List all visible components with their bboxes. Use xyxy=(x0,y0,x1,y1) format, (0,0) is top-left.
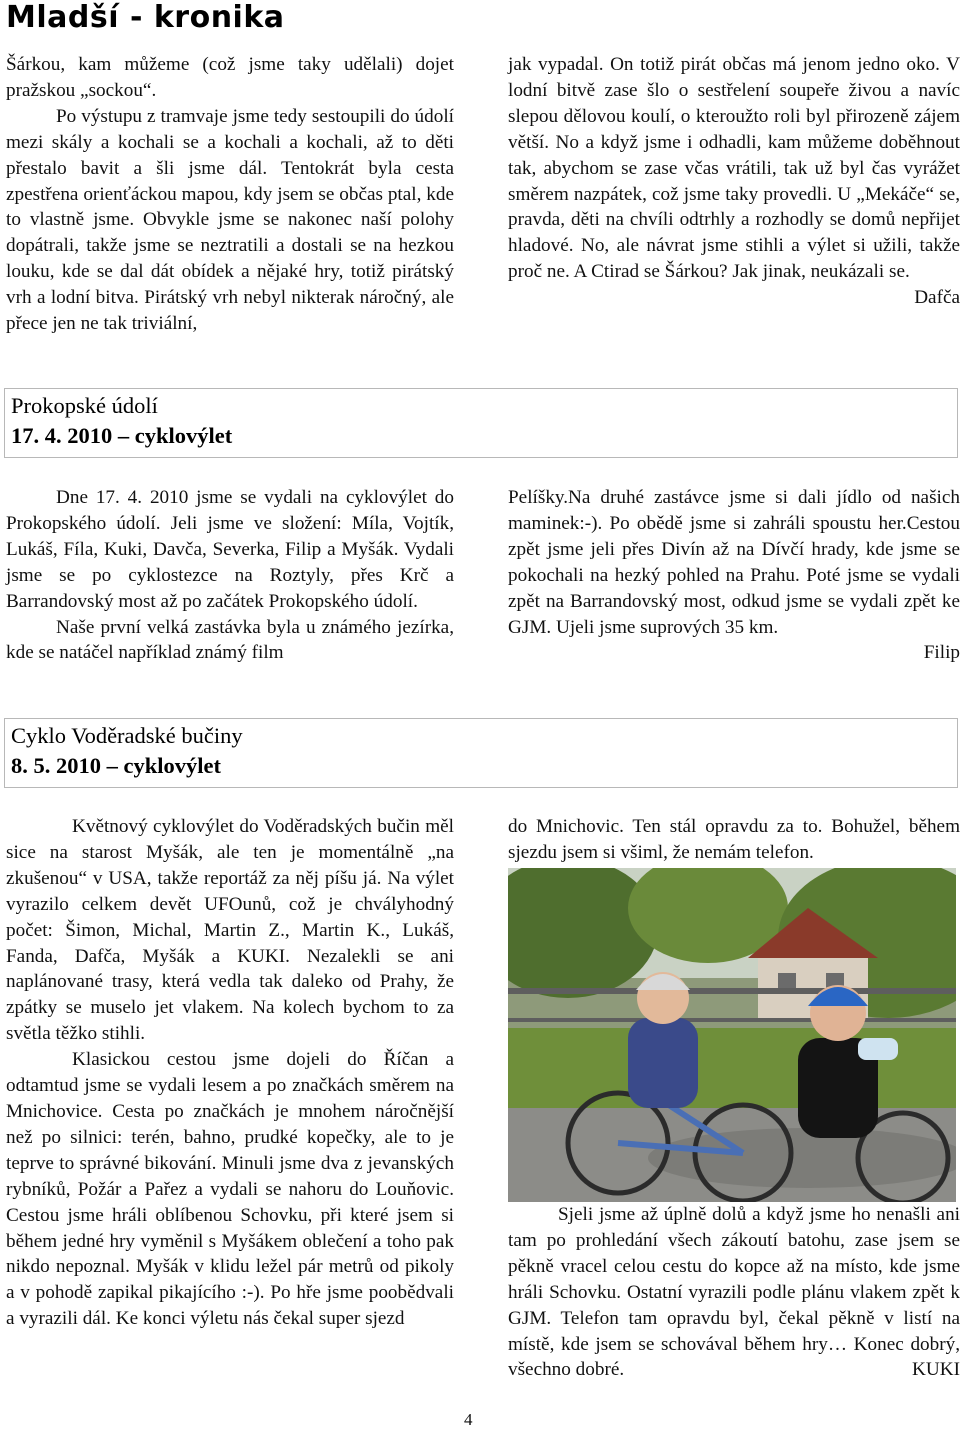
article2-paragraph-3: Pelíšky.Na druhé zastávce jsme si dali jídlo od našich maminek:-). Po obědě jsme si zahráli spoustu her.Cestou zpět jsme jeli přes Divín až na Dívčí hrady, kde jsme se pokochali na hezký pohled na Prahu. Poté jsme se vydali zpět na Barrandovský most, odkud jsme se vydali zpět ke GJM. Ujeli jsme suprových 35 km. xyxy=(508,487,960,638)
article3-paragraph-4 xyxy=(508,1202,960,1383)
article1-signature: Dafča xyxy=(914,287,960,309)
page-title: Mladší - kronika xyxy=(6,0,285,35)
article2-heading-box xyxy=(4,388,958,458)
article3-subtitle: 8. 5. 2010 – cyklovýlet xyxy=(11,753,221,778)
article3-paragraph-4-text: Sjeli jsme až úplně dolů a když jsme ho nenašli ani tam po prohledání všech zákoutí batohu, zase jsem se pěkně vracel celou cestu do kopce až na místo, kde jsme hráli Schovku. Ostatní vyrazili podle plánu vlakem zpět k GJM. Telefon tam opravdu byl, čekal pěkně v listí na místě, kde jsem se schovával během hry… Konec dobrý, všechno dobré. xyxy=(508,1204,960,1381)
article2-signature: Filip xyxy=(923,642,960,664)
article3-signature: KUKI xyxy=(912,1359,960,1381)
cyclists-photo xyxy=(508,868,956,1202)
article2-subtitle: 17. 4. 2010 – cyklovýlet xyxy=(11,423,233,448)
article2-paragraph-2: Naše první velká zastávka byla u známého jezírka, kde se natáčel například známý film xyxy=(6,616,454,664)
article3-heading-box xyxy=(4,718,958,788)
article3-right-column-bottom xyxy=(508,1202,960,1383)
article1-left-column xyxy=(6,52,454,337)
article2-left-column xyxy=(6,485,454,666)
article2-title: Prokopské údolí xyxy=(11,393,158,418)
article3-paragraph-3: do Mnichovic. Ten stál opravdu za to. Bohužel, během sjezdu jsem si všiml, že nemám telefon. xyxy=(508,816,960,863)
page-number: 4 xyxy=(464,1410,473,1429)
article3-title: Cyklo Voděradské bučiny xyxy=(11,723,243,748)
article1-paragraph-1: Šárkou, kam můžeme (což jsme taky udělali) dojet pražskou „sockou“. xyxy=(6,54,454,101)
article2-right-column xyxy=(508,485,960,666)
article3-paragraph-1: Květnový cyklovýlet do Voděradských bučin měl sice na starost Myšák, ale ten je momentálně „na zkušenou“ v USA, takže reportáž za něj píšu já. Na výlet vyrazilo celkem devět UFOunů, což je chvályhodný počet: Šimon, Michal, Martin Z., Martin K., Lukáš, Fanda, Dafča, Myšák a KUKI. Nezalekli se ani naplánované trasy, která vedla tak daleko od Prahy, že zpátky se muselo jet vlakem. Na kolech bychom to za světla těžko stihli. xyxy=(6,816,454,1045)
article1-paragraph-3: jak vypadal. On totiž pirát občas má jenom jedno oko. V lodní bitvě zase šlo o sestřelení soupeře živou a navíc slepou dělovou koulí, o kteroužto roli byl přirozeně zájem větší. No a když jsme i odhadli, kam můžeme doběhnout tak, abychom se zase včas vrátili, tak už byl čas vyrážet směrem nazpátek, což jsme taky provedli. U „Mekáče“ se, pravda, děti na chvíli odtrhly a rozhodly se domů nepřijet hladové. No, ale návrat jsme stihli a výlet si užili, takže proč ne. A Ctirad se Šárkou? Jak jinak, neukázali se. xyxy=(508,54,960,283)
article1-right-column xyxy=(508,52,960,311)
article3-right-column-top xyxy=(508,814,960,866)
article1-paragraph-2: Po výstupu z tramvaje jsme tedy sestoupili do údolí mezi skály a kochali se a kochali a kochali, až to děti přestalo bavit a šli jsme dál. Tentokrát byla cesta zpestřena orienťáckou mapou, kdy jsem se občas ptal, kde to vlastně jsme. Obvykle jsme se nakonec naší polohy dopátrali, takže jsme se neztratili a dostali se na hezkou louku, kde se dal dát obídek a nějaké hry, totiž pirátský vrh a lodní bitva. Pirátský vrh nebyl nikterak náročný, ale přece jen ne tak triviální, xyxy=(6,105,454,335)
article2-paragraph-1: Dne 17. 4. 2010 jsme se vydali na cyklovýlet do Prokopského údolí. Jeli jsme ve složení: Míla, Vojtík, Lukáš, Fíla, Kuki, Davča, Severka, Filip a Myšák. Vydali jsme se po cyklostezce na Roztyly, přes Krč a Barrandovský most až po začátek Prokopského údolí. xyxy=(6,487,454,612)
article3-left-column xyxy=(6,814,454,1332)
article3-paragraph-2: Klasickou cestou jsme dojeli do Říčan a odtamtud jsme se vydali lesem a po značkách směrem na Mnichovice. Cesta po značkách je mnohem náročnější než po silnici: terén, bahno, prudké kopečky, ale to je teprve to správné bikování. Minuli jsme dva z jevanských rybníků, Požár a Pařez a vydali se nahoru do Louňovic. Cestou jsme hráli oblíbenou Schovku, při které jsem si během jedné hry vyměnil s Myšákem oblečení a toho pak nikdo nepoznal. Myšák v klidu ležel pár metrů od pikoly a v pohodě zapikal pikajícího :-). Po hře jsme poobědvali a vyrazili dál. Ke konci výletu nás čekal super sjezd xyxy=(6,1049,454,1330)
